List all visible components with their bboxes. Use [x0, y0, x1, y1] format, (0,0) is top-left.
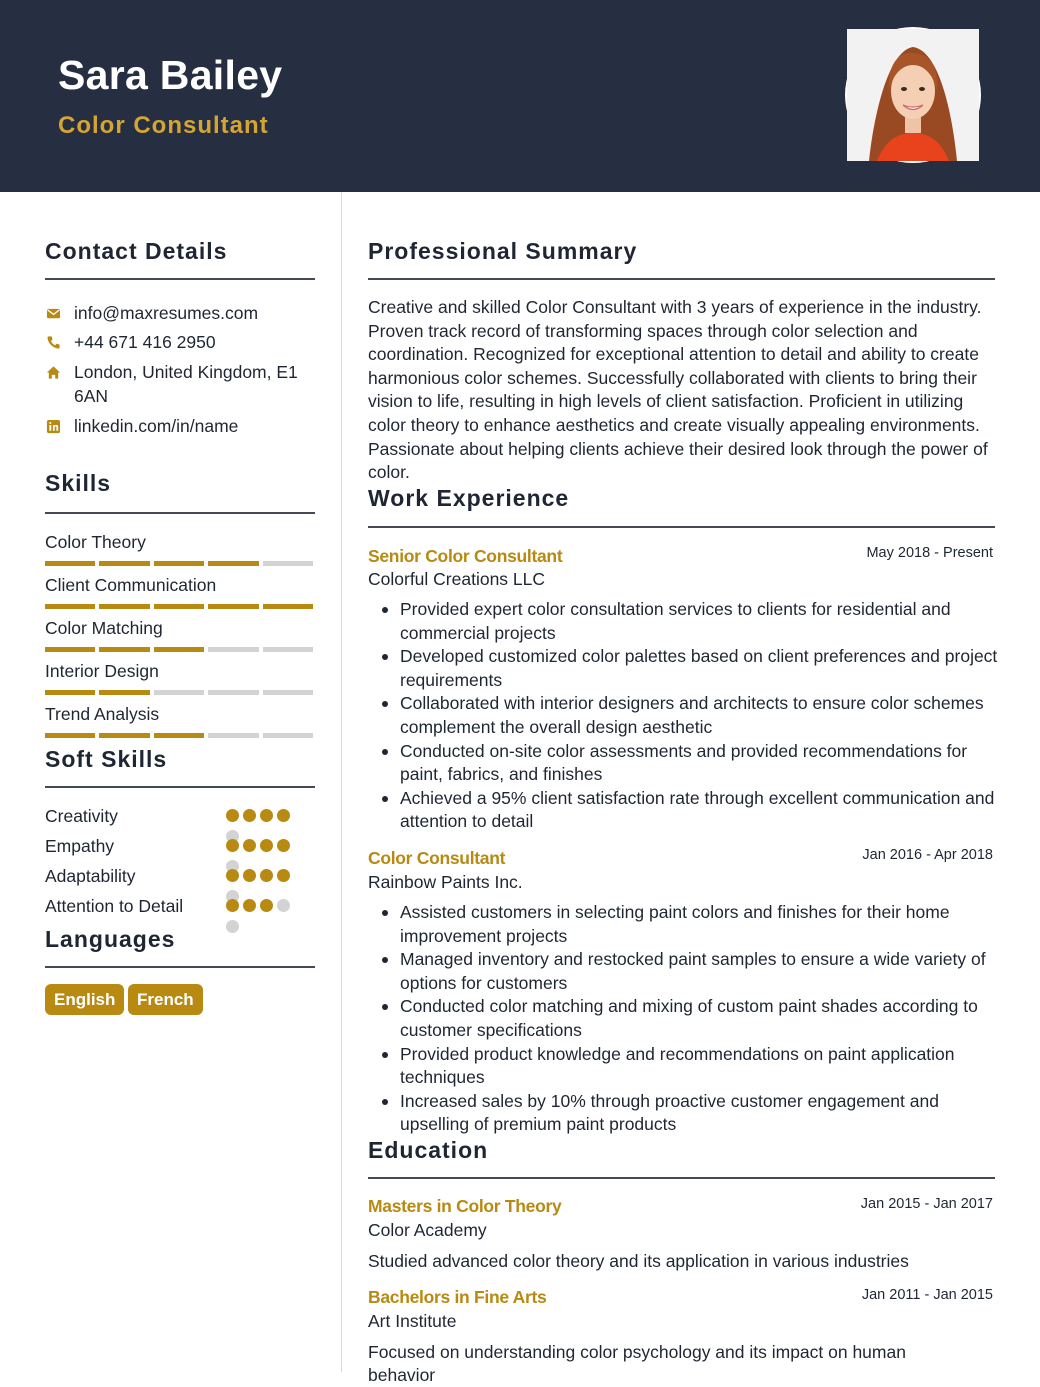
profile-photo-image	[847, 29, 979, 161]
skill-item	[45, 531, 315, 566]
summary-rule	[368, 278, 995, 280]
soft-skill-dot	[243, 899, 256, 912]
skill-label: Color Matching	[45, 618, 163, 638]
job-role: Senior Color Consultant	[368, 546, 563, 566]
column-divider	[341, 192, 342, 1372]
list-item: Conducted color matching and mixing of custom paint shades according to customer specifications	[380, 995, 1000, 1042]
list-item: Conducted on-site color assessments and provided recommendations for paint, fabrics, and finishes	[380, 740, 1000, 787]
skill-level-segment	[154, 690, 204, 695]
skill-level-segment	[99, 647, 149, 652]
skill-level-segment	[208, 604, 258, 609]
skill-label: Client Communication	[45, 575, 217, 595]
skill-level-segment	[99, 604, 149, 609]
linkedin-icon	[45, 414, 62, 438]
soft-skill-label: Empathy	[45, 836, 115, 856]
soft-skill-dot	[226, 899, 239, 912]
education-school: Art Institute	[368, 1311, 457, 1331]
list-item: Achieved a 95% client satisfaction rate through excellent communication and attention to detail	[380, 787, 1000, 834]
education-description: Studied advanced color theory and its application in various industries	[368, 1251, 909, 1271]
education-degree: Bachelors in Fine Arts	[368, 1287, 547, 1307]
contact-address	[45, 360, 309, 408]
email-icon	[45, 301, 62, 325]
list-item: Increased sales by 10% through proactive customer engagement and upselling of premium paint products	[380, 1090, 1000, 1137]
job-dates: Jan 2016 - Apr 2018	[862, 847, 993, 863]
soft-skill-dot	[243, 869, 256, 882]
soft-skill-dot	[226, 869, 239, 882]
skill-level-segment	[263, 604, 313, 609]
skill-item	[45, 703, 315, 738]
contact-phone[interactable]	[45, 330, 309, 354]
languages-rule	[45, 966, 315, 968]
contact-linkedin-text: linkedin.com/in/name	[74, 416, 239, 436]
job-company: Rainbow Paints Inc.	[368, 872, 523, 892]
skill-level-bar	[45, 733, 315, 738]
skill-level-bar	[45, 561, 315, 566]
candidate-title: Color Consultant	[58, 112, 269, 139]
list-item: Provided product knowledge and recommendations on paint application techniques	[380, 1043, 1000, 1090]
skill-level-segment	[99, 561, 149, 566]
education-school: Color Academy	[368, 1220, 487, 1240]
skill-level-segment	[263, 647, 313, 652]
skill-level-segment	[154, 733, 204, 738]
contact-heading: Contact Details	[45, 238, 228, 264]
skill-label: Trend Analysis	[45, 704, 160, 724]
soft-skills-heading: Soft Skills	[45, 746, 168, 772]
skill-level-segment	[99, 690, 149, 695]
phone-icon	[45, 330, 62, 354]
education-dates: Jan 2011 - Jan 2015	[861, 1287, 993, 1303]
soft-skill-dot	[226, 839, 239, 852]
soft-skill-label: Creativity	[45, 806, 118, 826]
summary-heading: Professional Summary	[368, 238, 638, 264]
soft-skill-dot	[260, 809, 273, 822]
skills-heading: Skills	[45, 470, 112, 496]
skill-level-segment	[45, 604, 95, 609]
list-item: Managed inventory and restocked paint samples to ensure a wide variety of options for customers	[380, 948, 1000, 995]
skill-level-segment	[45, 690, 95, 695]
list-item: Collaborated with interior designers and architects to ensure color schemes complement the overall design aesthetic	[380, 692, 1000, 739]
skills-rule	[45, 512, 315, 514]
job-bullets	[380, 598, 1000, 834]
contact-email-text: info@maxresumes.com	[74, 303, 259, 323]
skill-level-segment	[208, 647, 258, 652]
soft-skill-dots	[226, 895, 296, 937]
job-dates: May 2018 - Present	[866, 545, 993, 561]
skill-level-segment	[45, 647, 95, 652]
contact-linkedin[interactable]	[45, 414, 309, 438]
skill-level-segment	[154, 561, 204, 566]
language-badge-english: English	[45, 984, 124, 1015]
work-rule	[368, 526, 995, 528]
education-rule	[368, 1177, 995, 1179]
profile-photo	[845, 27, 981, 163]
soft-skill-dot	[277, 869, 290, 882]
list-item: Provided expert color consultation services to clients for residential and commercial projects	[380, 598, 1000, 645]
skill-label: Interior Design	[45, 661, 159, 681]
list-item: Assisted customers in selecting paint colors and finishes for their home improvement projects	[380, 901, 1000, 948]
job-bullets	[380, 901, 1000, 1137]
soft-skill-dot	[260, 839, 273, 852]
education-dates: Jan 2015 - Jan 2017	[860, 1196, 993, 1212]
skill-level-segment	[263, 733, 313, 738]
candidate-name: Sara Bailey	[58, 52, 283, 98]
contact-phone-text: +44 671 416 2950	[74, 332, 216, 352]
skill-item	[45, 574, 315, 609]
soft-skill-label: Adaptability	[45, 866, 136, 886]
contact-rule	[45, 278, 315, 280]
soft-skill-label: Attention to Detail	[45, 896, 184, 916]
education-degree: Masters in Color Theory	[368, 1196, 562, 1216]
soft-skills-rule	[45, 786, 315, 788]
education-heading: Education	[368, 1137, 489, 1163]
soft-skill-dot	[226, 920, 239, 933]
soft-skill-dot	[226, 809, 239, 822]
contact-email[interactable]	[45, 301, 309, 325]
skill-item	[45, 617, 315, 652]
education-description: Focused on understanding color psychology and its impact on human behavior	[368, 1342, 906, 1385]
soft-skill-dot	[243, 809, 256, 822]
skill-level-segment	[99, 733, 149, 738]
skill-level-segment	[208, 733, 258, 738]
skill-level-bar	[45, 647, 315, 652]
skill-level-segment	[208, 561, 258, 566]
skill-level-segment	[263, 690, 313, 695]
skill-item	[45, 660, 315, 695]
list-item: Developed customized color palettes based on client preferences and project requirements	[380, 645, 1000, 692]
skill-level-segment	[263, 561, 313, 566]
home-icon	[45, 360, 62, 384]
work-heading: Work Experience	[368, 485, 570, 511]
skill-label: Color Theory	[45, 532, 146, 552]
language-badge-french: French	[128, 984, 203, 1015]
resume-header	[0, 0, 1040, 192]
skill-level-bar	[45, 604, 315, 609]
job-role: Color Consultant	[368, 848, 506, 868]
contact-address-text: London, United Kingdom, E1 6AN	[74, 362, 298, 406]
soft-skill-dot	[277, 839, 290, 852]
soft-skill-dot	[277, 899, 290, 912]
skill-level-segment	[45, 733, 95, 738]
summary-text: Creative and skilled Color Consultant with 3 years of experience in the industry. Proven track record of transforming spaces through color selection and coordination. Recognized for exceptional attention to detail and ability to create harmonious color schemes. Successfully collaborated with clients to bring their vision to life, resulting in high levels of client satisfaction. Proficient in utilizing color theory to enhance aesthetics and create visually appealing environments. Passionate about helping clients achieve their desired look through the power of color.	[368, 297, 988, 483]
soft-skill-dot	[260, 899, 273, 912]
soft-skill-dot	[243, 839, 256, 852]
skill-level-segment	[45, 561, 95, 566]
skill-level-bar	[45, 690, 315, 695]
soft-skill-dot	[260, 869, 273, 882]
languages-heading: Languages	[45, 926, 176, 952]
skill-level-segment	[208, 690, 258, 695]
skill-level-segment	[154, 604, 204, 609]
job-company: Colorful Creations LLC	[368, 569, 546, 589]
soft-skill-dot	[277, 809, 290, 822]
skill-level-segment	[154, 647, 204, 652]
